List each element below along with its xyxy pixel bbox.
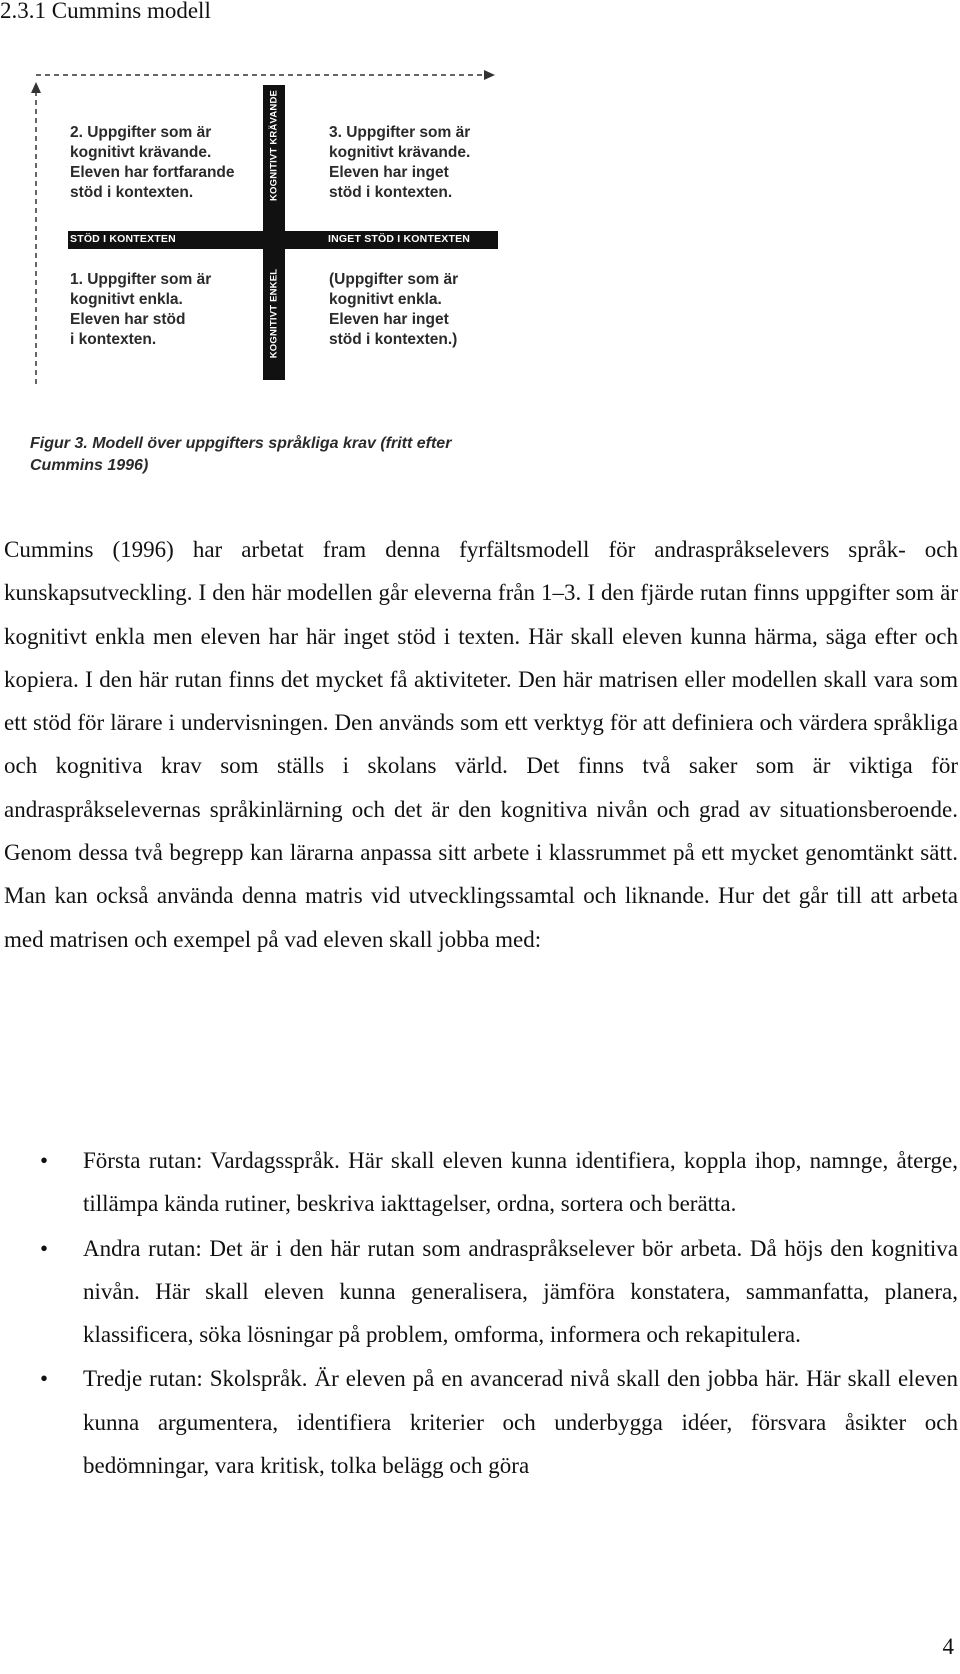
quadrant-1 (70, 270, 211, 350)
body-paragraph (4, 528, 958, 961)
figure-caption-line: Cummins 1996) (30, 457, 149, 474)
bullet-item (0, 1357, 958, 1487)
axis-top-label: KOGNITIVT KRÄVANDE (268, 89, 280, 202)
bullet-item (0, 1227, 958, 1357)
figure-caption-line: Figur 3. Modell över uppgifters språkliga krav (fritt efter (30, 435, 452, 452)
quadrant-3-line: 3. Uppgifter som är (329, 124, 471, 141)
bullet-text: Andra rutan: Det är i den här rutan som andraspråkselever bör arbeta. Då höjs den kognitiva nivån. Här skall eleven kunna generalisera, jämföra konstatera, sammanfatta, planera, klassificera, söka lösningar på problem, omforma, informera och rekapitulera. (83, 1235, 958, 1348)
up-arrowhead (31, 82, 41, 93)
quadrant-2-line: Eleven har fortfarande (70, 164, 235, 181)
figure-caption (30, 433, 451, 477)
quadrant-3-line: Eleven har inget (329, 164, 449, 181)
quadrant-2-line: kognitivt krävande. (70, 144, 212, 161)
bullet-item (0, 1139, 958, 1226)
quadrant-3-line: stöd i kontexten. (329, 184, 453, 201)
quadrant-1-line: 1. Uppgifter som är (70, 271, 212, 288)
quadrant-4-line: kognitivt enkla. (329, 291, 442, 308)
quadrant-1-line: kognitivt enkla. (70, 291, 183, 308)
quadrant-2-line: stöd i kontexten. (70, 184, 194, 201)
figure-axes (0, 55, 560, 435)
bullet-dot: • (40, 1235, 49, 1261)
axis-bottom-label: KOGNITIVT ENKEL (268, 268, 280, 359)
quadrant-4 (329, 270, 458, 350)
quadrant-1-line: i kontexten. (70, 331, 157, 348)
axis-right-label: INGET STÖD I KONTEXTEN (328, 233, 471, 245)
quadrant-1-line: Eleven har stöd (70, 311, 186, 328)
bullet-text: Första rutan: Vardagsspråk. Här skall eleven kunna identifiera, koppla ihop, namnge, återge, tillämpa kända rutiner, beskriva iakttagelser, ordna, sortera och berätta. (83, 1148, 958, 1217)
bullet-dot: • (40, 1366, 49, 1392)
axis-left-label: STÖD I KONTEXTEN (70, 233, 176, 245)
quadrant-2 (70, 123, 235, 203)
paragraph-text: Cummins (1996) har arbetat fram denna fyrfältsmodell för andraspråkselevers språk- och kunskapsutveckling. I den här modellen går eleverna från 1–3. I den fjärde rutan finns uppgifter som är kognitivt enkla men eleven har här inget stöd i texten. Här skall eleven kunna härma, säga efter och kopiera. I den här rutan finns det mycket få aktiviteter. Den här matrisen eller modellen skall vara som ett stöd för lärare i undervisningen. Den används som ett verktyg för att definiera och värdera språkliga och kognitiva krav som ställs i skolans värld. Det finns två saker som är viktiga för andraspråkselevernas språkinlärning och det är den kognitiva nivån och grad av situationsberoende. Genom dessa två begrepp kan lärarna anpassa sitt arbete i klassrummet på ett mycket genomtänkt sätt. Man kan också använda denna matris vid utvecklingssamtal och liknande. Hur det går till att arbeta med matrisen och exempel på vad eleven skall jobba med: (4, 537, 958, 952)
quadrant-3-line: kognitivt krävande. (329, 144, 471, 161)
section-heading: 2.3.1 Cummins modell (0, 0, 211, 23)
right-arrowhead (484, 70, 495, 80)
bullet-list (0, 1139, 958, 1488)
quadrant-4-line: (Uppgifter som är (329, 271, 459, 288)
page-number: 4 (942, 1634, 954, 1659)
quadrant-3 (329, 123, 470, 203)
quadrant-4-line: Eleven har inget (329, 311, 449, 328)
cummins-model-figure (0, 55, 560, 495)
quadrant-4-line: stöd i kontexten.) (329, 331, 458, 348)
bullet-text: Tredje rutan: Skolspråk. Är eleven på en avancerad nivå skall den jobba här. Här skall eleven kunna argumentera, identifiera kriterier och underbygga idéer, försvara åsikter och bedömningar, vara kritisk, tolka belägg och göra (83, 1366, 958, 1479)
bullet-dot: • (40, 1148, 49, 1173)
quadrant-2-line: 2. Uppgifter som är (70, 124, 212, 141)
